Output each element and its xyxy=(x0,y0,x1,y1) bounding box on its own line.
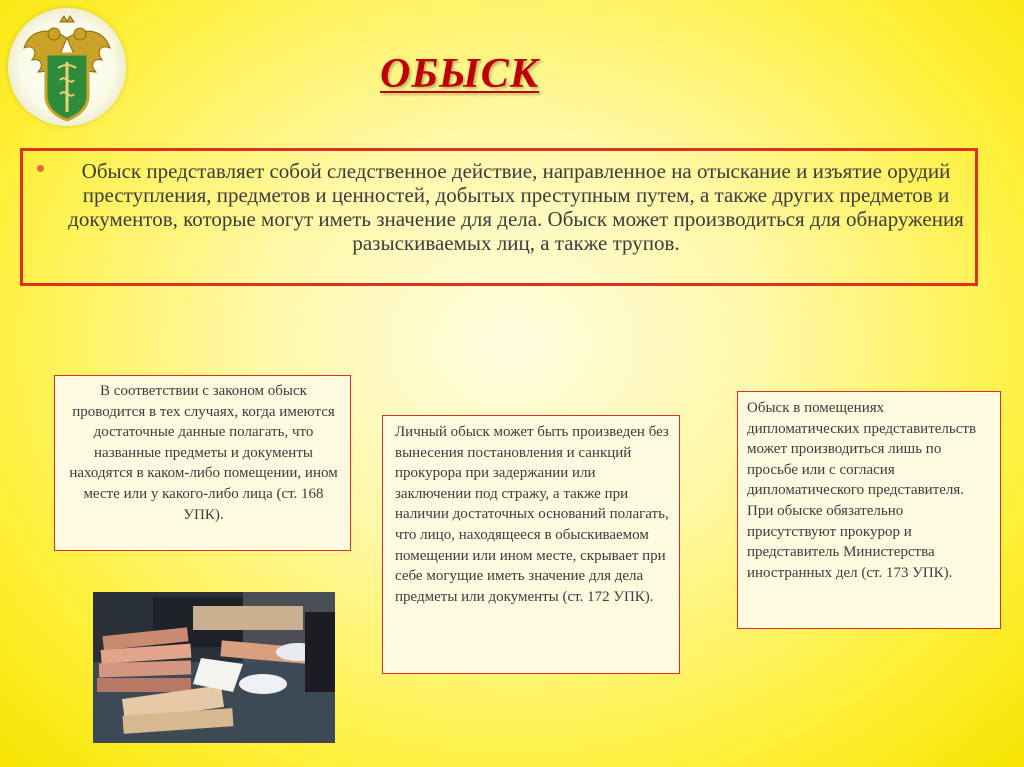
info-box-personal-search-text: Личный обыск может быть произведен без вынесения постановления и санкций прокурора при задержании или заключении под стражу, а также при наличии достаточных оснований полагать, что лицо, находящееся в обыскиваемом помещении или ином месте, скрывает при себе могущие иметь значение для дела предметы или документы (ст. 172 УПК). xyxy=(395,424,669,605)
documents-on-table-image xyxy=(93,592,335,743)
bullet-icon xyxy=(37,165,44,172)
double-headed-eagle-icon xyxy=(8,8,126,126)
slide-title: ОБЫСК xyxy=(380,51,540,97)
definition-box xyxy=(20,148,978,286)
info-box-diplomatic-text: Обыск в помещениях дипломатических представительств может производиться лишь по просьбе или с согласия дипломатического представителя. При обыске обязательно присутствуют прокурор и представитель Министерства иностранных дел (ст. 173 УПК). xyxy=(747,400,977,581)
customs-emblem xyxy=(8,8,126,126)
info-box-diplomatic xyxy=(737,391,1001,629)
info-box-personal-search xyxy=(382,415,680,674)
definition-text: Обыск представляет собой следственное действие, направленное на отыскание и изъятие орудий преступления, предметов и ценностей, добытых преступным путем, а также других предметов и документов, которые могут иметь значение для дела. Обыск может производиться для обнаружения разыскиваемых лиц, а также трупов. xyxy=(68,159,964,255)
search-documents-photo xyxy=(93,592,335,743)
info-box-grounds xyxy=(54,375,351,551)
info-box-grounds-text: В соответствии с законом обыск проводится в тех случаях, когда имеются достаточные данные полагать, что названные предметы и документы находятся в каком-либо помещении, ином месте или у какого-либо лица (ст. 168 УПК). xyxy=(69,383,338,523)
